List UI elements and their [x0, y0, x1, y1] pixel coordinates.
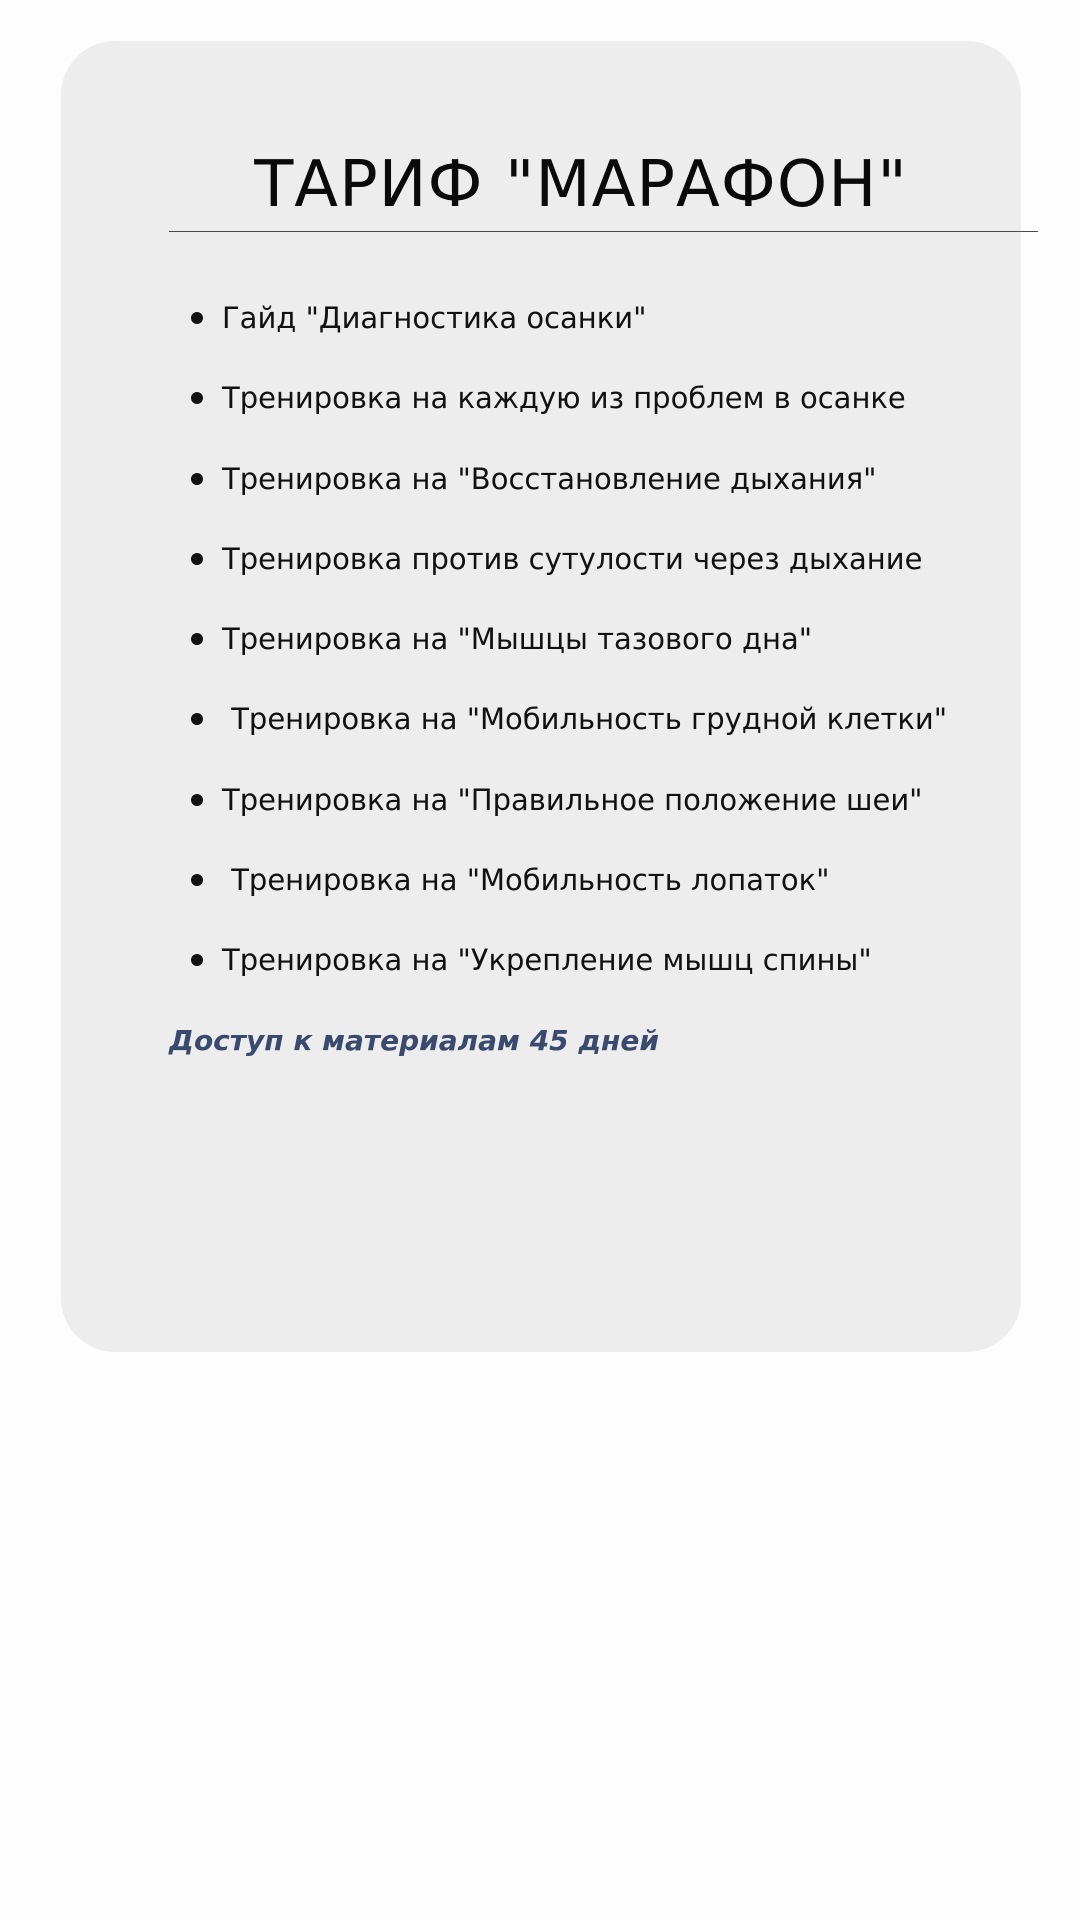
bullet-icon	[191, 473, 203, 485]
bullet-icon	[191, 633, 203, 645]
feature-item	[191, 539, 922, 579]
feature-item	[191, 298, 646, 338]
feature-item	[191, 459, 877, 499]
feature-label: Тренировка на "Восстановление дыхания"	[222, 462, 877, 496]
bullet-icon	[191, 392, 203, 404]
feature-label: Тренировка на "Правильное положение шеи"	[222, 783, 923, 817]
tariff-card	[61, 41, 1021, 1352]
bullet-icon	[191, 312, 203, 324]
feature-item	[191, 378, 906, 418]
feature-label: Тренировка на "Мобильность лопаток"	[222, 863, 830, 897]
access-duration-note: Доступ к материалам 45 дней	[169, 1024, 659, 1057]
feature-label: Тренировка против сутулости через дыхание	[222, 542, 923, 576]
title-divider	[169, 231, 1038, 232]
feature-item	[191, 699, 947, 739]
feature-label: Гайд "Диагностика осанки"	[222, 301, 647, 335]
feature-label: Тренировка на "Мобильность грудной клетки"	[222, 702, 948, 736]
feature-item	[191, 780, 923, 820]
bullet-icon	[191, 713, 203, 725]
feature-label: Тренировка на "Укрепление мышц спины"	[222, 943, 872, 977]
feature-label: Тренировка на "Мышцы тазового дна"	[222, 622, 813, 656]
tariff-title: ТАРИФ "МАРАФОН"	[254, 148, 908, 222]
bullet-icon	[191, 954, 203, 966]
feature-item	[191, 619, 812, 659]
feature-label: Тренировка на каждую из проблем в осанке	[222, 381, 906, 415]
feature-item	[191, 860, 830, 900]
bullet-icon	[191, 794, 203, 806]
feature-item	[191, 940, 872, 980]
bullet-icon	[191, 874, 203, 886]
bullet-icon	[191, 553, 203, 565]
